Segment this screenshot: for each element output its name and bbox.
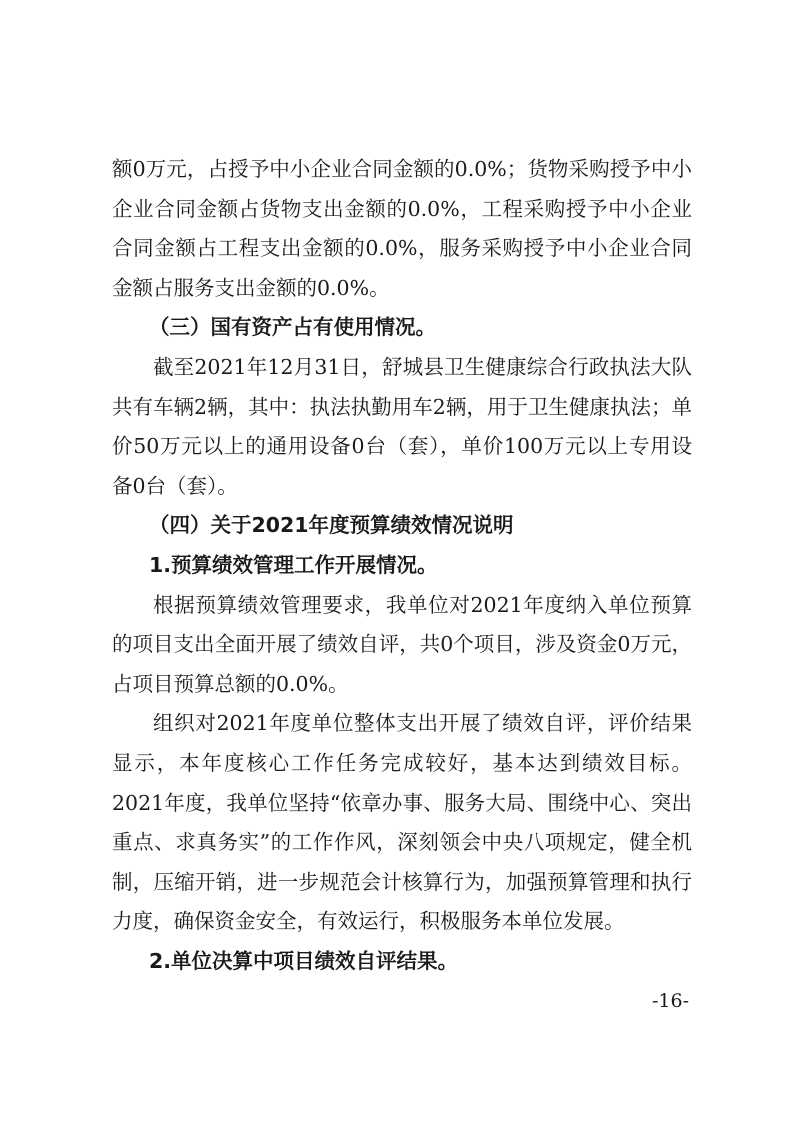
section-heading-state-assets: （三）国有资产占有使用情况。: [149, 315, 436, 340]
body-paragraph: 额0万元，占授予中小企业合同金额的0.0%；货物采购授予中小企业合同金额占货物支出金额的0.0%，工程采购授予中小企业合同金额占工程支出金额的0.0%，服务采购授予中小企业合同金额占服务支出金额的0.0%。: [112, 157, 692, 300]
section-heading-performance: （四）关于2021年度预算绩效情况说明: [149, 513, 514, 538]
body-paragraph: 组织对2021年度单位整体支出开展了绩效自评，评价结果显示，本年度核心工作任务完成较好，基本达到绩效目标。2021年度，我单位坚持“依章办事、服务大局、围绕中心、突出重点、求真务实”的工作作风，深刻领会中央八项规定，健全机制，压缩开销，进一步规范会计核算行为，加强预算管理和执行力度，确保资金安全，有效运行，积极服务本单位发展。: [112, 711, 692, 934]
subsection-heading-self-evaluation: 2.单位决算中项目绩效自评结果。: [149, 948, 459, 973]
body-paragraph: 截至2021年12月31日，舒城县卫生健康综合行政执法大队共有车辆2辆，其中：执法执勤用车2辆，用于卫生健康执法；单价50万元以上的通用设备0台（套），单价100万元以上专用设备0台（套）。: [112, 354, 692, 498]
document-body: [112, 150, 692, 981]
body-paragraph: 根据预算绩效管理要求，我单位对2021年度纳入单位预算的项目支出全面开展了绩效自评，共0个项目，涉及资金0万元，占项目预算总额的0.0%。: [112, 592, 692, 696]
subsection-heading-management: 1.预算绩效管理工作开展情况。: [149, 552, 438, 577]
page-number: -16-: [652, 990, 690, 1012]
